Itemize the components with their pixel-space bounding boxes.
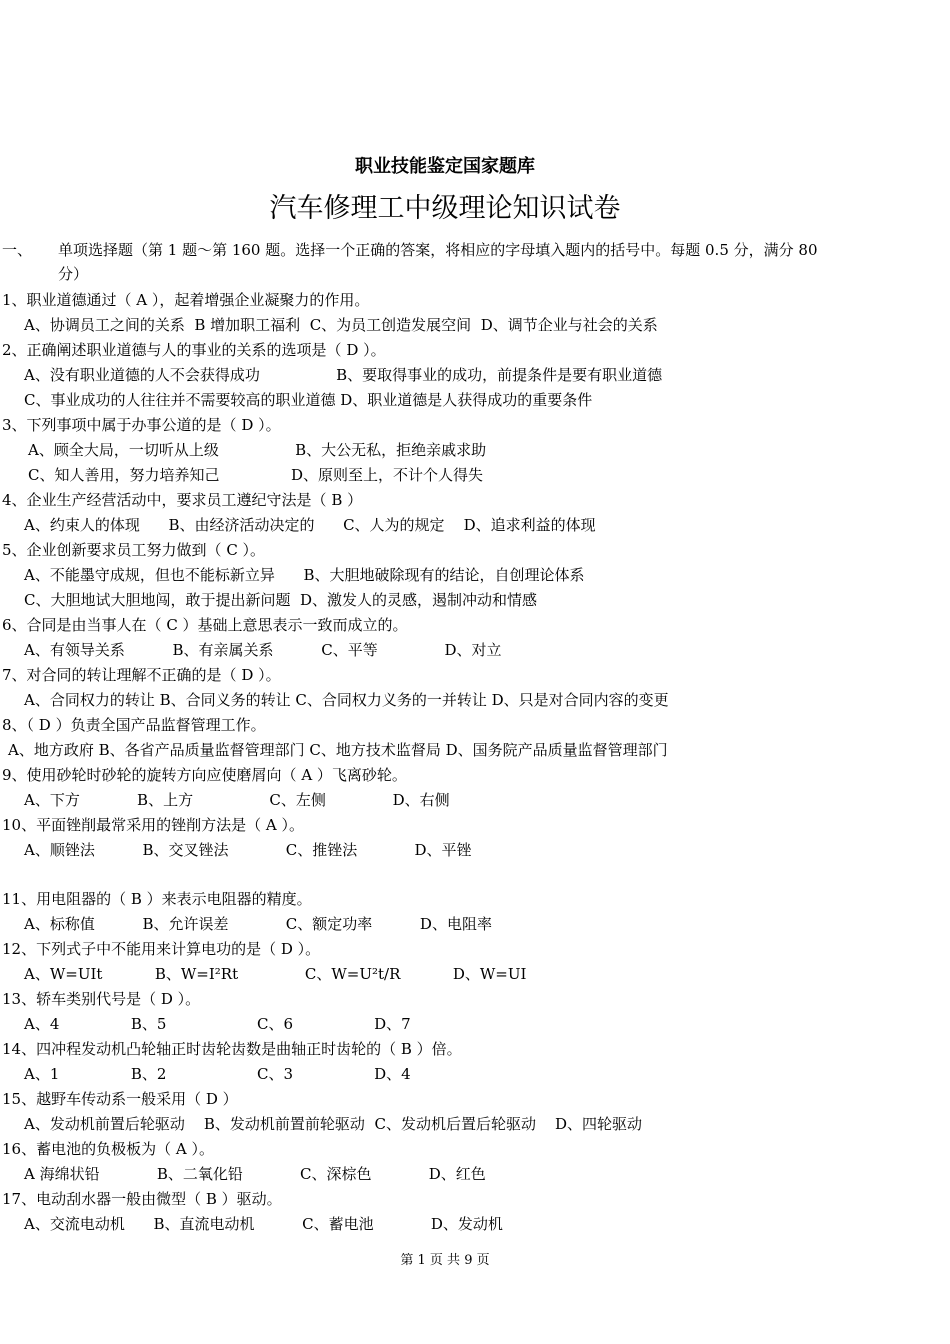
question-line: 10、平面锉削最常采用的锉削方法是（ A ）。	[2, 816, 304, 834]
option-line: C、大胆地试大胆地闯，敢于提出新问题 D、激发人的灵感，遏制冲动和情感	[24, 591, 538, 609]
option-line: A、标称值 B、允许误差 C、额定功率 D、电阻率	[24, 915, 492, 933]
option-line: C、事业成功的人往往并不需要较高的职业道德 D、职业道德是人获得成功的重要条件	[24, 391, 593, 409]
question-line: 8、（ D ）负责全国产品监督管理工作。	[2, 716, 266, 734]
option-line: A、没有职业道德的人不会获得成功 B、要取得事业的成功，前提条件是要有职业道德	[24, 366, 663, 384]
option-line: A、有领导关系 B、有亲属关系 C、平等 D、对立	[24, 641, 502, 659]
question-line: 5、企业创新要求员工努力做到（ C ）。	[2, 541, 266, 559]
question-line: 4、企业生产经营活动中，要求员工遵纪守法是（ B ）	[2, 491, 363, 509]
option-line: A、约束人的体现 B、由经济活动决定的 C、人为的规定 D、追求利益的体现	[24, 516, 596, 534]
question-line: 11、用电阻器的（ B ）来表示电阻器的精度。	[2, 890, 312, 908]
option-line: A、1 B、2 C、3 D、4	[24, 1065, 411, 1083]
option-line: C、知人善用，努力培养知己 D、原则至上，不计个人得失	[28, 466, 484, 484]
option-line: A、下方 B、上方 C、左侧 D、右侧	[24, 791, 450, 809]
question-line: 12、下列式子中不能用来计算电功的是（ D ）。	[2, 940, 321, 958]
question-line: 6、合同是由当事人在（ C ）基础上意思表示一致而成立的。	[2, 616, 408, 634]
section-instructions: 单项选择题（第 1 题～第 160 题。选择一个正确的答案，将相应的字母填入题内的括号中。每题 0.5 分，满分 80	[58, 241, 818, 259]
section-number: 一、	[2, 241, 33, 259]
question-line: 1、职业道德通过（ A ），起着增强企业凝聚力的作用。	[2, 291, 370, 309]
option-line: A、地方政府 B、各省产品质量监督管理部门 C、地方技术监督局 D、国务院产品质量监督管理部门	[8, 741, 668, 759]
option-line: A、顺锉法 B、交叉锉法 C、推锉法 D、平锉	[24, 841, 472, 859]
document-title: 汽车修理工中级理论知识试卷	[269, 193, 621, 224]
option-line: A、发动机前置后轮驱动 B、发动机前置前轮驱动 C、发动机后置后轮驱动 D、四轮驱动	[24, 1115, 643, 1133]
option-line: A、顾全大局，一切听从上级 B、大公无私，拒绝亲戚求助	[28, 441, 487, 459]
option-line: A、4 B、5 C、6 D、7	[24, 1015, 411, 1033]
section-instructions-continued: 分）	[58, 265, 89, 283]
question-line: 16、蓄电池的负极板为（ A ）。	[2, 1140, 214, 1158]
question-line: 2、正确阐述职业道德与人的事业的关系的选项是（ D ）。	[2, 341, 386, 359]
option-line: A、不能墨守成规，但也不能标新立异 B、大胆地破除现有的结论，自创理论体系	[24, 566, 585, 584]
question-line: 7、对合同的转让理解不正确的是（ D ）。	[2, 666, 281, 684]
question-line: 14、四冲程发动机凸轮轴正时齿轮齿数是曲轴正时齿轮的（ B ）倍。	[2, 1040, 462, 1058]
question-line: 3、下列事项中属于办事公道的是（ D ）。	[2, 416, 281, 434]
option-line: A、W=UIt B、W=I²Rt C、W=U²t/R D、W=UI	[24, 965, 527, 983]
question-line: 9、使用砂轮时砂轮的旋转方向应使磨屑向（ A ）飞离砂轮。	[2, 766, 407, 784]
option-line: A、协调员工之间的关系 B 增加职工福利 C、为员工创造发展空间 D、调节企业与社会的关系	[24, 316, 658, 334]
page-footer: 第 1 页 共 9 页	[400, 1253, 490, 1268]
option-line: A、交流电动机 B、直流电动机 C、蓄电池 D、发动机	[24, 1215, 503, 1233]
question-line: 17、电动刮水器一般由微型（ B ）驱动。	[2, 1190, 282, 1208]
option-line: A、合同权力的转让 B、合同义务的转让 C、合同权力义务的一并转让 D、只是对合同内容的变更	[24, 691, 669, 709]
document-subtitle: 职业技能鉴定国家题库	[355, 156, 535, 177]
question-line: 13、轿车类别代号是（ D ）。	[2, 990, 201, 1008]
question-line: 15、越野车传动系一般采用（ D ）	[2, 1090, 238, 1108]
option-line: A 海绵状铅 B、二氧化铅 C、深棕色 D、红色	[24, 1165, 486, 1183]
